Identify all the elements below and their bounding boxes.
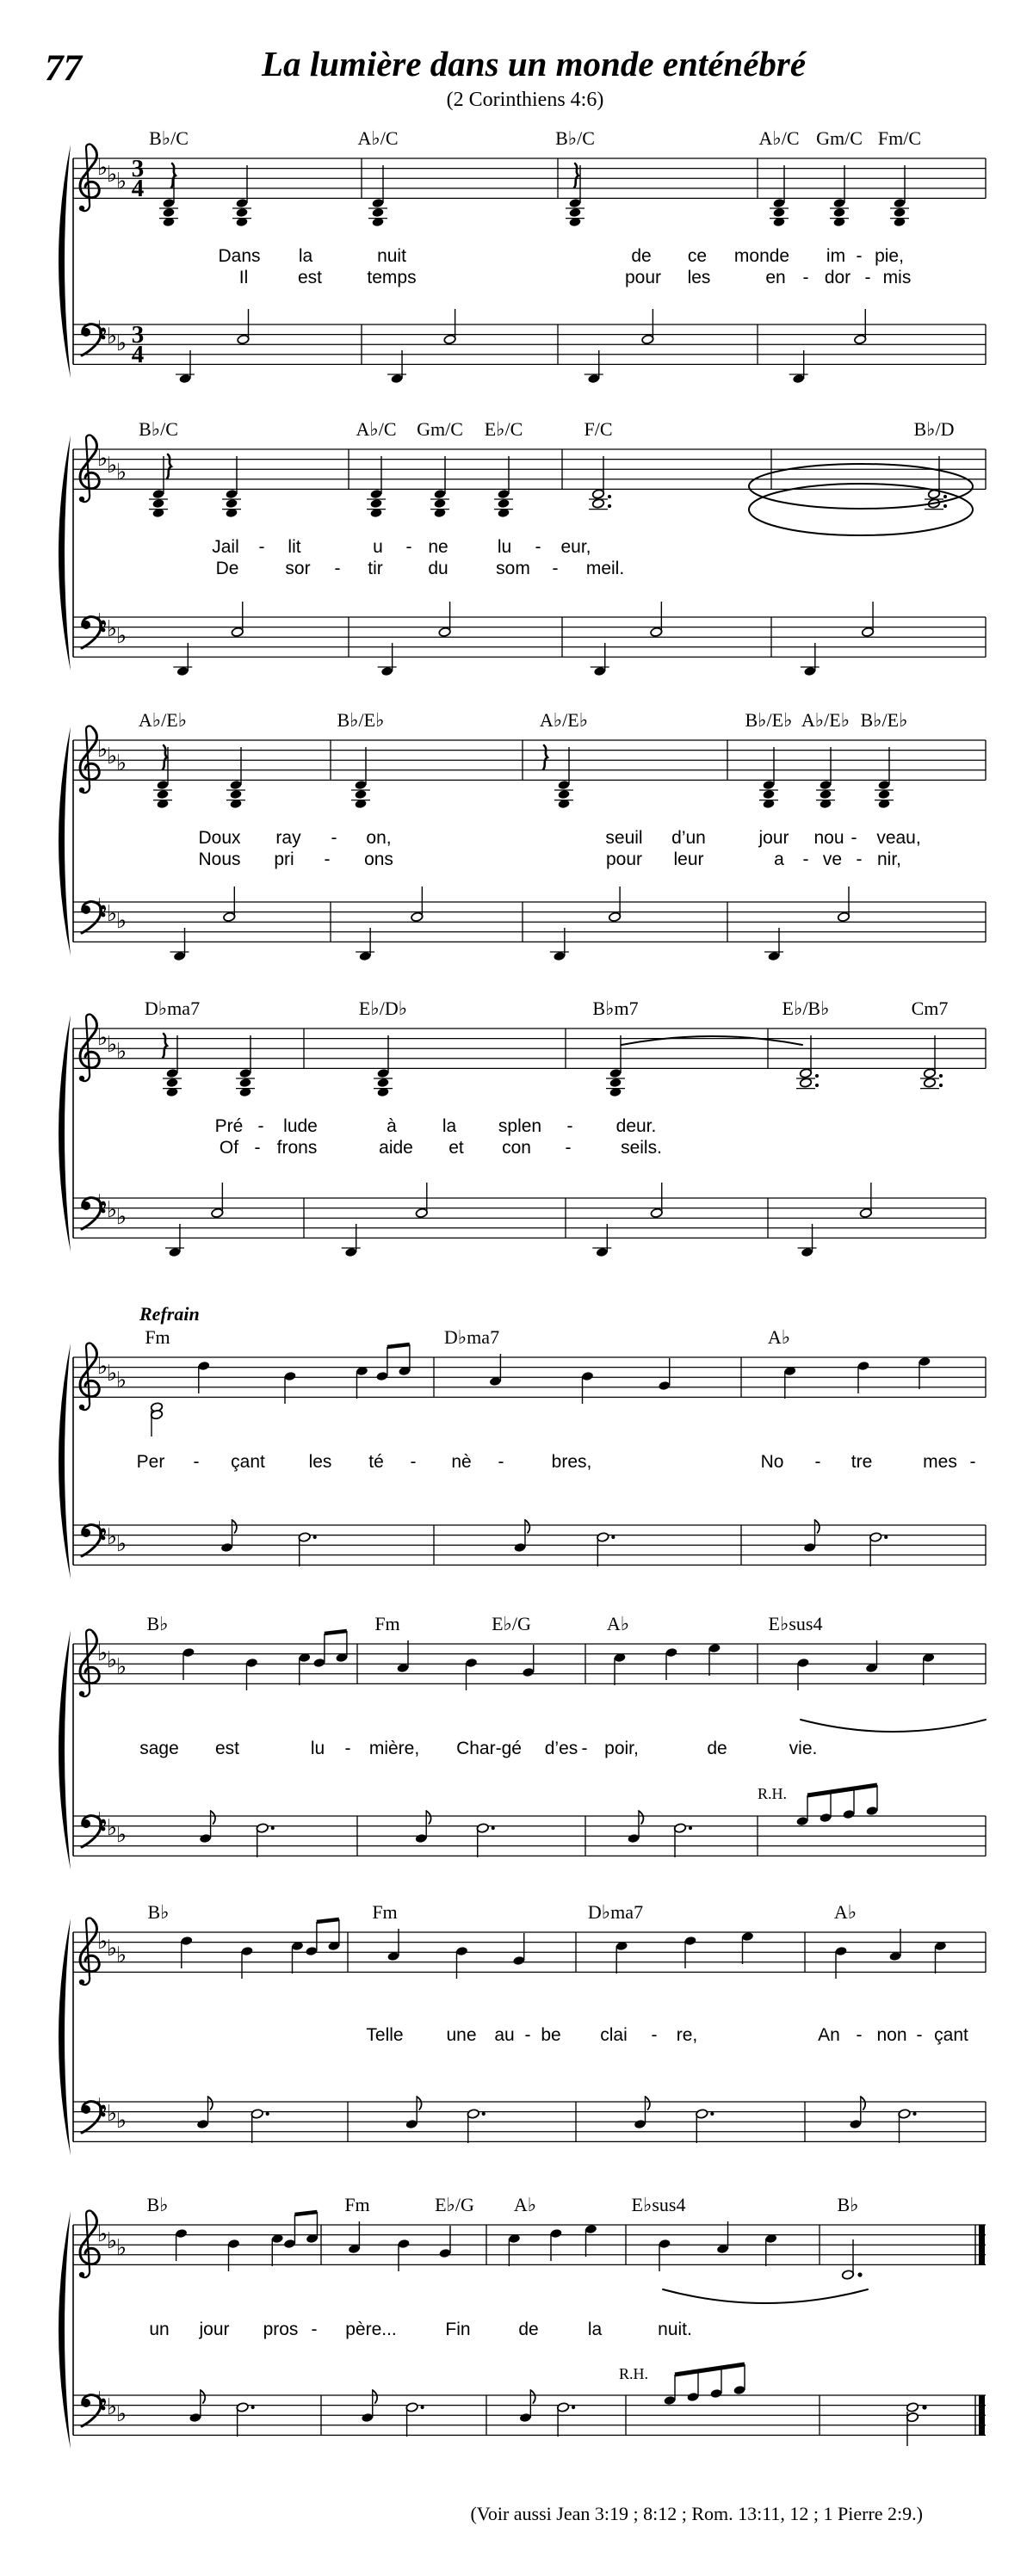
- chord-symbol: A♭/E♭: [138, 709, 188, 731]
- lyric-syllable: lu: [497, 537, 512, 557]
- lyric-syllable: deur.: [615, 1116, 657, 1136]
- lyric-syllable: seuil: [605, 828, 643, 848]
- lyric-syllable: -: [535, 537, 541, 557]
- lyric-syllable: -: [802, 268, 809, 287]
- lyric-syllable: d’un: [671, 828, 706, 848]
- lyric-syllable: pie,: [875, 246, 904, 266]
- chord-symbol: Cm7: [911, 998, 949, 1019]
- lyric-syllable: Per: [136, 1452, 165, 1472]
- lyric-syllable: clai: [600, 2025, 628, 2045]
- flat-sign-icon: ♭: [96, 737, 108, 763]
- lyric-syllable: sor: [285, 559, 311, 578]
- chord-symbol: A♭: [606, 1613, 630, 1634]
- flat-sign-icon: ♭: [96, 317, 108, 343]
- chord-symbol: Fm: [372, 1901, 398, 1923]
- chord-symbol: E♭sus4: [768, 1613, 823, 1634]
- lyric-syllable: splen: [498, 1116, 542, 1136]
- flat-sign-icon: ♭: [106, 1815, 118, 1841]
- lyric-syllable: sage: [139, 1739, 179, 1758]
- right-hand-marking: R.H.: [757, 1785, 788, 1802]
- footer-cross-references: (Voir aussi Jean 3:19 ; 8:12 ; Rom. 13:11, 12 ; 1 Pierre 2:9.): [470, 2503, 923, 2524]
- lyric-syllable: poir,: [604, 1739, 639, 1758]
- lyric-syllable: meil.: [585, 559, 625, 578]
- refrain-label: Refrain: [139, 1303, 200, 1325]
- flat-sign-icon: ♭: [115, 1943, 127, 1968]
- flat-sign-icon: ♭: [96, 2388, 108, 2413]
- lyric-syllable: ons: [364, 849, 393, 869]
- lyric-syllable: ray: [275, 828, 301, 848]
- lyric-syllable: de: [631, 246, 652, 266]
- chord-symbol: B♭/D: [913, 418, 955, 440]
- chord-symbol: B♭/C: [139, 418, 178, 440]
- chord-symbol: A♭/C: [758, 127, 800, 149]
- lyric-syllable: -: [969, 1452, 976, 1472]
- lyric-syllable: som: [496, 559, 530, 578]
- lyric-syllable: -: [331, 828, 337, 848]
- flat-sign-icon: ♭: [106, 324, 118, 349]
- flat-sign-icon: ♭: [106, 2228, 118, 2254]
- chord-symbol: F/C: [584, 418, 613, 440]
- chord-symbol: B♭m7: [592, 998, 639, 1019]
- lyric-syllable: pros: [263, 2320, 299, 2339]
- flat-sign-icon: ♭: [106, 162, 118, 188]
- lyric-syllable: lu: [310, 1739, 325, 1758]
- chord-symbol: A♭: [833, 1901, 857, 1923]
- lyric-syllable: Nous: [198, 849, 241, 869]
- lyric-syllable: çant: [231, 1452, 265, 1472]
- time-signature: 4: [131, 341, 145, 368]
- flat-sign-icon: ♭: [115, 1531, 127, 1557]
- lyric-syllable: u: [373, 537, 383, 557]
- system-1-notation: [59, 145, 986, 384]
- lyric-syllable: Fin: [445, 2320, 471, 2339]
- chord-symbol: Fm: [344, 2194, 370, 2215]
- lyric-syllable: -: [410, 1452, 417, 1472]
- lyric-syllable: -: [254, 1138, 261, 1158]
- lyric-syllable: temps: [367, 268, 417, 287]
- chord-symbol: A♭/E♭: [801, 709, 851, 731]
- lyric-syllable: frons: [276, 1138, 318, 1158]
- system-2-notation: [59, 436, 986, 676]
- lyric-syllable: -: [311, 2320, 318, 2339]
- chord-symbol: Fm/C: [877, 127, 922, 149]
- lyric-syllable: -: [193, 1452, 200, 1472]
- lyric-syllable: -: [651, 2025, 658, 2045]
- lyric-syllable: No: [760, 1452, 784, 1472]
- chord-symbol: B♭: [146, 1613, 169, 1634]
- chord-symbol: E♭/D♭: [358, 998, 408, 1019]
- lyric-syllable: leur: [673, 849, 704, 869]
- time-signature: 3: [131, 155, 145, 182]
- flat-sign-icon: ♭: [106, 901, 118, 927]
- lyric-syllable: est: [214, 1739, 240, 1758]
- lyric-syllable: pri: [274, 849, 294, 869]
- lyric-syllable: -: [851, 828, 857, 848]
- chord-symbol: B♭: [147, 1901, 170, 1923]
- lyric-syllable: nuit: [377, 246, 406, 266]
- chord-symbol: Gm/C: [816, 127, 863, 149]
- scripture-reference: (2 Corinthiens 4:6): [446, 89, 604, 111]
- right-hand-marking: R.H.: [618, 2365, 649, 2382]
- lyric-syllable: Of: [219, 1138, 239, 1158]
- lyric-syllable: -: [916, 2025, 923, 2045]
- lyric-syllable: -: [581, 1739, 588, 1758]
- lyric-syllable: lit: [288, 537, 301, 557]
- chord-symbol: A♭: [767, 1326, 791, 1348]
- lyric-syllable: d’es: [544, 1739, 578, 1758]
- flat-sign-icon: ♭: [115, 1654, 127, 1680]
- chord-symbol: D♭ma7: [144, 998, 201, 1019]
- flat-sign-icon: ♭: [115, 2235, 127, 2261]
- lyric-syllable: -: [324, 849, 331, 869]
- flat-sign-icon: ♭: [96, 1808, 108, 1834]
- lyric-syllable: pour: [605, 849, 643, 869]
- lyric-syllable: nir,: [876, 849, 902, 869]
- lyric-syllable: Pré: [214, 1116, 244, 1136]
- flat-sign-icon: ♭: [96, 1025, 108, 1051]
- lyric-syllable: en: [765, 268, 786, 287]
- chord-symbol: Gm/C: [417, 418, 463, 440]
- time-signature: 4: [131, 175, 145, 202]
- chord-symbol: E♭sus4: [631, 2194, 686, 2215]
- flat-sign-icon: ♭: [96, 1929, 108, 1955]
- flat-sign-icon: ♭: [115, 330, 127, 356]
- lyric-syllable: au: [494, 2025, 515, 2045]
- lyric-syllable: -: [257, 1116, 264, 1136]
- lyric-syllable: im: [826, 246, 846, 266]
- lyric-syllable: Il: [238, 268, 249, 287]
- flat-sign-icon: ♭: [96, 1640, 108, 1666]
- lyric-syllable: -: [864, 268, 871, 287]
- flat-sign-icon: ♭: [115, 1368, 127, 1393]
- lyric-syllable: jour: [758, 828, 789, 848]
- lyric-syllable: non: [876, 2025, 907, 2045]
- lyric-syllable: du: [428, 559, 448, 578]
- lyric-syllable: be: [541, 2025, 561, 2045]
- lyric-syllable: à: [387, 1116, 397, 1136]
- lyric-syllable: la: [587, 2320, 603, 2339]
- lyric-syllable: ne: [428, 537, 448, 557]
- chord-symbol: B♭: [146, 2194, 169, 2215]
- chord-symbol: Fm: [374, 1613, 400, 1634]
- lyric-syllable: nè: [451, 1452, 472, 1472]
- lyric-syllable: on,: [366, 828, 392, 848]
- lyric-syllable: dor: [824, 268, 851, 287]
- lyric-syllable: -: [565, 1138, 572, 1158]
- flat-sign-icon: ♭: [106, 1936, 118, 1961]
- lyric-syllable: lude: [283, 1116, 318, 1136]
- lyric-syllable: con: [502, 1138, 531, 1158]
- flat-sign-icon: ♭: [106, 2101, 118, 2127]
- flat-sign-icon: ♭: [96, 446, 108, 472]
- flat-sign-icon: ♭: [115, 169, 127, 195]
- flat-sign-icon: ♭: [106, 2394, 118, 2420]
- flat-sign-icon: ♭: [96, 2094, 108, 2120]
- lyric-syllable: -: [802, 849, 809, 869]
- flat-sign-icon: ♭: [115, 1039, 127, 1065]
- lyric-syllable: bres,: [551, 1452, 592, 1472]
- lyric-syllable: mis: [882, 268, 912, 287]
- lyric-syllable: la: [298, 246, 313, 266]
- lyric-syllable: re,: [676, 2025, 698, 2045]
- chord-symbol: E♭/G: [435, 2194, 474, 2215]
- lyric-syllable: té: [368, 1452, 384, 1472]
- flat-sign-icon: ♭: [106, 1032, 118, 1058]
- time-signature: 3: [131, 321, 145, 349]
- chord-symbol: A♭/E♭: [539, 709, 589, 731]
- flat-sign-icon: ♭: [106, 1361, 118, 1387]
- lyric-syllable: Doux: [198, 828, 241, 848]
- lyric-syllable: Dans: [218, 246, 261, 266]
- lyric-syllable: nou: [813, 828, 844, 848]
- lyric-syllable: les: [687, 268, 711, 287]
- lyric-syllable: -: [856, 2025, 863, 2045]
- lyric-syllable: -: [856, 849, 863, 869]
- lyric-syllable: -: [405, 537, 412, 557]
- lyric-syllable: tre: [851, 1452, 873, 1472]
- lyric-syllable: veau,: [876, 828, 921, 848]
- lyric-syllable: mes: [923, 1452, 957, 1472]
- chord-symbol: B♭/E♭: [337, 709, 385, 731]
- flat-sign-icon: ♭: [106, 744, 118, 769]
- lyric-syllable: Jail: [212, 537, 239, 557]
- chord-symbol: B♭/E♭: [745, 709, 793, 731]
- flat-sign-icon: ♭: [96, 609, 108, 635]
- lyric-syllable: aide: [379, 1138, 413, 1158]
- lyric-syllable: -: [258, 537, 265, 557]
- lyric-syllable: et: [448, 1138, 464, 1158]
- lyric-syllable: vie.: [789, 1739, 818, 1758]
- lyric-syllable: eur,: [560, 537, 591, 557]
- lyric-syllable: -: [566, 1116, 573, 1136]
- chord-symbol: D♭ma7: [587, 1901, 644, 1923]
- lyric-syllable: père...: [345, 2320, 397, 2339]
- flat-sign-icon: ♭: [115, 1822, 127, 1848]
- flat-sign-icon: ♭: [106, 1647, 118, 1673]
- chord-symbol: E♭/G: [492, 1613, 531, 1634]
- flat-sign-icon: ♭: [115, 908, 127, 934]
- lyric-syllable: a: [774, 849, 784, 869]
- lyric-syllable: tir: [368, 559, 383, 578]
- lyric-syllable: mière,: [368, 1739, 420, 1758]
- chord-symbol: B♭/E♭: [860, 709, 908, 731]
- flat-sign-icon: ♭: [96, 2221, 108, 2247]
- lyric-syllable: une: [446, 2025, 477, 2045]
- lyric-syllable: ce: [687, 246, 708, 266]
- lyric-syllable: de: [518, 2320, 539, 2339]
- lyric-syllable: les: [308, 1452, 332, 1472]
- chord-symbol: B♭: [837, 2194, 859, 2215]
- flat-sign-icon: ♭: [96, 1517, 108, 1543]
- lyric-syllable: -: [498, 1452, 504, 1472]
- system-6-notation: [59, 1630, 986, 1870]
- flat-sign-icon: ♭: [96, 155, 108, 181]
- lyric-syllable: çant: [934, 2025, 968, 2045]
- lyric-syllable: -: [524, 2025, 531, 2045]
- lyric-syllable: -: [552, 559, 559, 578]
- lyric-syllable: -: [344, 1739, 351, 1758]
- chord-symbol: A♭/C: [357, 127, 399, 149]
- chord-symbol: A♭/C: [356, 418, 397, 440]
- lyric-syllable: Char-gé: [456, 1739, 522, 1758]
- flat-sign-icon: ♭: [106, 1197, 118, 1223]
- lyric-syllable: est: [297, 268, 323, 287]
- lyric-syllable: Telle: [366, 2025, 404, 2045]
- chord-symbol: A♭: [513, 2194, 537, 2215]
- lyric-syllable: seils.: [621, 1138, 662, 1158]
- page-number: 77: [45, 48, 82, 89]
- lyric-syllable: jour: [199, 2320, 230, 2339]
- lyric-syllable: monde: [733, 246, 790, 266]
- lyric-syllable: nuit.: [658, 2320, 692, 2339]
- lyric-syllable: An: [818, 2025, 840, 2045]
- flat-sign-icon: ♭: [96, 1190, 108, 1216]
- flat-sign-icon: ♭: [96, 894, 108, 920]
- chord-symbol: B♭/C: [555, 127, 595, 149]
- chord-symbol: E♭/C: [484, 418, 523, 440]
- flat-sign-icon: ♭: [115, 751, 127, 776]
- lyric-syllable: -: [856, 246, 863, 266]
- chord-symbol: Fm: [145, 1326, 170, 1348]
- lyric-syllable: la: [442, 1116, 457, 1136]
- chord-symbol: D♭ma7: [443, 1326, 500, 1348]
- flat-sign-icon: ♭: [115, 2108, 127, 2134]
- chord-symbol: E♭/B♭: [782, 998, 830, 1019]
- chord-symbol: B♭/C: [149, 127, 189, 149]
- flat-sign-icon: ♭: [106, 1524, 118, 1550]
- flat-sign-icon: ♭: [106, 616, 118, 642]
- lyric-syllable: un: [149, 2320, 170, 2339]
- flat-sign-icon: ♭: [115, 460, 127, 485]
- lyric-syllable: De: [215, 559, 239, 578]
- flat-sign-icon: ♭: [115, 1204, 127, 1230]
- flat-sign-icon: ♭: [115, 623, 127, 649]
- page-title: La lumière dans un monde enténébré: [261, 44, 807, 83]
- lyric-syllable: ve: [822, 849, 843, 869]
- system-7-notation: [59, 1918, 986, 2156]
- lyric-syllable: -: [814, 1452, 821, 1472]
- lyric-syllable: pour: [624, 268, 662, 287]
- flat-sign-icon: ♭: [115, 2401, 127, 2427]
- lyric-syllable: -: [334, 559, 341, 578]
- lyric-syllable: de: [707, 1739, 727, 1758]
- flat-sign-icon: ♭: [96, 1354, 108, 1380]
- flat-sign-icon: ♭: [106, 453, 118, 479]
